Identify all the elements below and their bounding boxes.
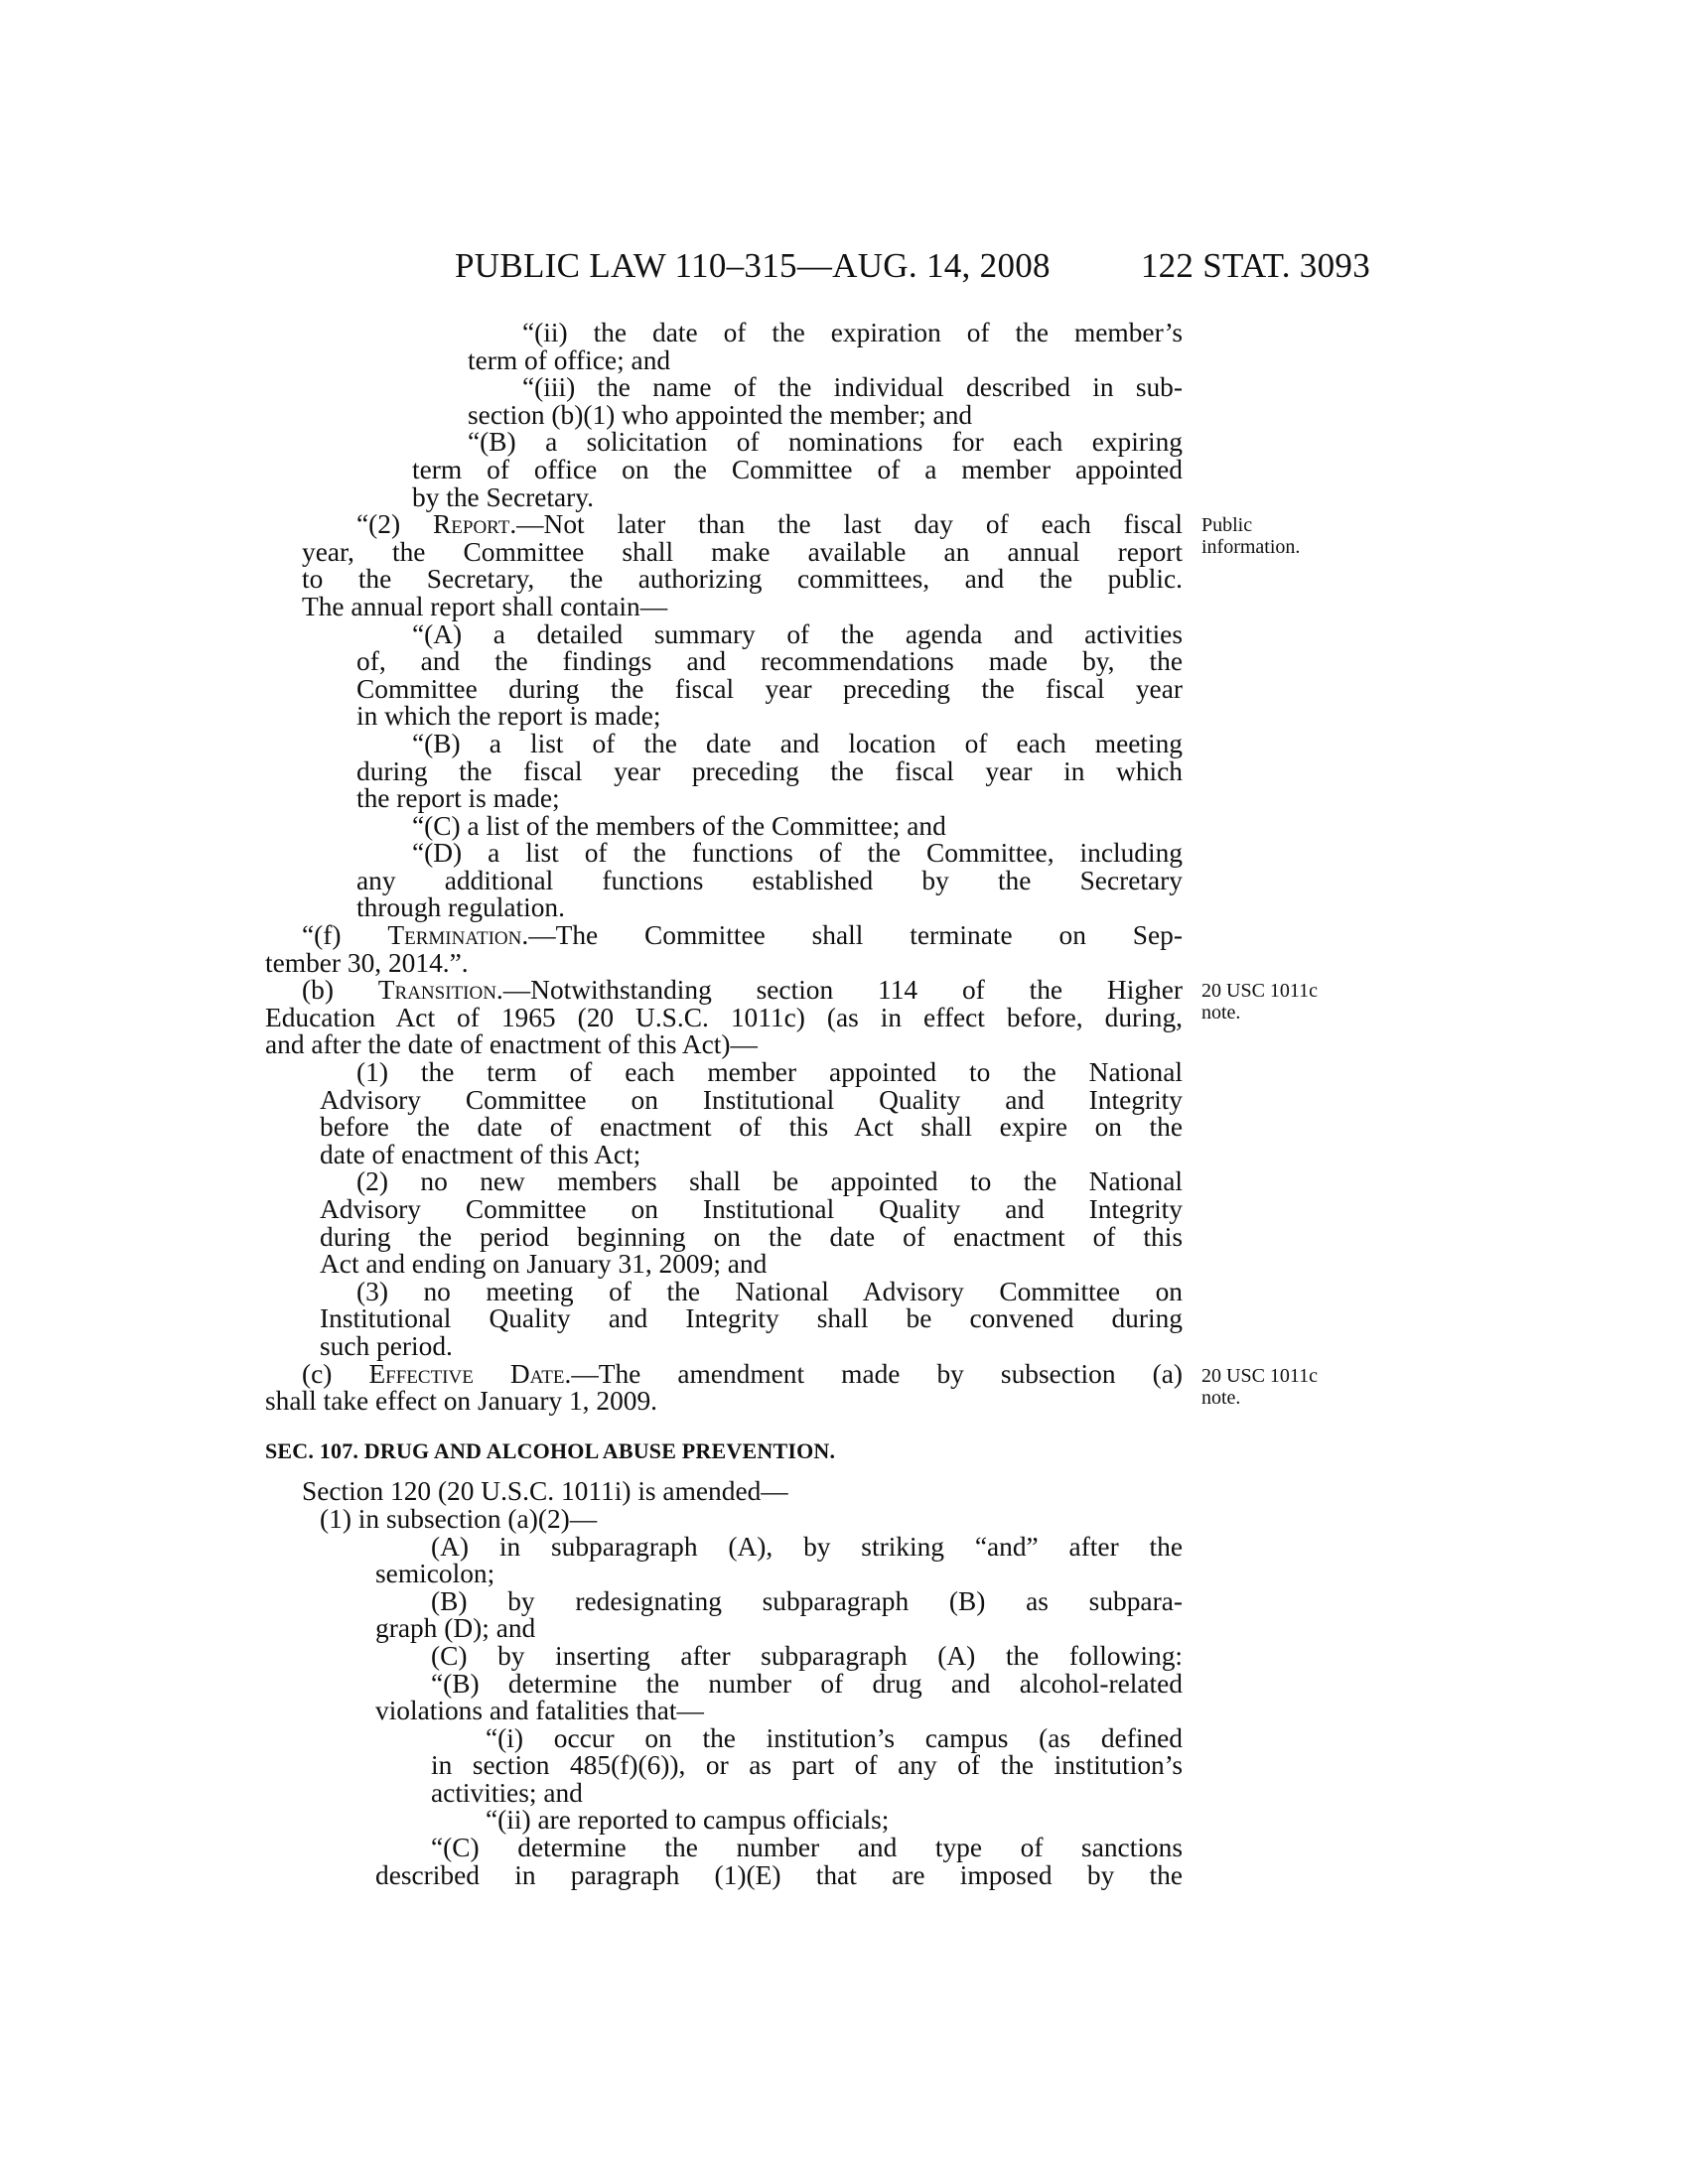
text-line: “(B) a list of the date and location of each meeting xyxy=(412,728,1183,758)
text-line: during the fiscal year preceding the fiscal year in which xyxy=(356,755,1183,786)
statute-body xyxy=(265,318,1183,1890)
text-line: any additional functions established by the Secretary xyxy=(356,865,1183,895)
text-line: section (b)(1) who appointed the member; and xyxy=(468,399,973,430)
text-line: “(ii) the date of the expiration of the member’s xyxy=(522,318,1183,347)
text-line: year, the Committee shall make available an annual report xyxy=(302,536,1183,567)
text-line: described in paragraph (1)(E) that are imposed by the xyxy=(375,1859,1183,1890)
text-line: graph (D); and xyxy=(375,1613,536,1644)
text-line: “(A) a detailed summary of the agenda and activities xyxy=(412,618,1183,649)
text-line: semicolon; xyxy=(375,1559,495,1589)
margin-note-public-information: Public information. xyxy=(1201,514,1301,558)
text-line: term of office; and xyxy=(468,344,671,375)
text-line: Institutional Quality and Integrity shall be convened during xyxy=(320,1303,1183,1334)
text-line: “(B) determine the number of drug and alcohol-related xyxy=(431,1668,1183,1699)
text-line: in which the report is made; xyxy=(356,701,661,732)
text-line: of, and the findings and recommendations made by, the xyxy=(356,646,1183,677)
text-line: by the Secretary. xyxy=(412,481,595,512)
text-line: “(D) a list of the functions of the Committee, including xyxy=(412,838,1183,869)
margin-note-usc-1: 20 USC 1011c note. xyxy=(1201,980,1319,1024)
text-line: tember 30, 2014.”. xyxy=(265,947,469,978)
text-line: (b) Transition.—Notwithstanding section 114 of the Higher xyxy=(302,975,1183,1006)
text-line: Section 120 (20 U.S.C. 1011i) is amended— xyxy=(302,1476,788,1507)
text-line: during the period beginning on the date of enactment of this xyxy=(320,1221,1183,1252)
text-line: through regulation. xyxy=(356,892,565,923)
text-line: (1) in subsection (a)(2)— xyxy=(320,1503,598,1534)
text-line: “(iii) the name of the individual described in sub- xyxy=(522,372,1183,403)
text-line: activities; and xyxy=(431,1777,583,1808)
text-line: Committee during the fiscal year preceding the fiscal year xyxy=(356,673,1183,704)
text-line: such period. xyxy=(320,1330,453,1361)
running-header-stat-page: 122 STAT. 3093 xyxy=(1140,246,1370,285)
text-line: term of office on the Committee of a member appointed xyxy=(412,454,1183,484)
text-line: “(2) Report.—Not later than the last day of each fiscal xyxy=(356,509,1183,540)
text-line: violations and fatalities that— xyxy=(375,1696,704,1726)
text-line: before the date of enactment of this Act shall expire on the xyxy=(320,1112,1183,1143)
text-line: (1) the term of each member appointed to the National xyxy=(356,1057,1183,1088)
text-line: the report is made; xyxy=(356,783,560,814)
text-line: (B) by redesignating subparagraph (B) as subpara- xyxy=(431,1585,1183,1616)
text-line: (A) in subparagraph (A), by striking “and” after the xyxy=(431,1531,1183,1562)
text-line: shall take effect on January 1, 2009. xyxy=(265,1386,658,1417)
text-line: date of enactment of this Act; xyxy=(320,1139,641,1169)
text-line: The annual report shall contain— xyxy=(302,591,668,621)
margin-note-usc-2: 20 USC 1011c note. xyxy=(1201,1365,1319,1409)
text-line: Advisory Committee on Institutional Quality and Integrity xyxy=(320,1084,1183,1115)
subsection-heading-transition: Transition xyxy=(377,975,496,1006)
text-line: “(ii) are reported to campus officials; xyxy=(486,1805,890,1836)
text-line: “(i) occur on the institution’s campus (as defined xyxy=(486,1722,1183,1753)
text-line: Education Act of 1965 (20 U.S.C. 1011c) (as in effect before, during, xyxy=(265,1002,1183,1032)
text-line: “(C) determine the number and type of sanctions xyxy=(431,1833,1183,1863)
text-line: Act and ending on January 31, 2009; and xyxy=(320,1249,768,1280)
text-line: and after the date of enactment of this Act)— xyxy=(265,1029,758,1060)
text-line: in section 485(f)(6)), or as part of any of the institution’s xyxy=(431,1750,1183,1781)
subsection-heading-effective-date: Effective Date xyxy=(368,1358,565,1389)
text-line: (3) no meeting of the National Advisory Committee on xyxy=(356,1276,1183,1306)
subsection-heading-termination: Termination xyxy=(387,920,522,951)
text-line: to the Secretary, the authorizing committees, and the public. xyxy=(302,564,1183,595)
text-line: (c) Effective Date.—The amendment made by subsection (a) xyxy=(302,1358,1183,1389)
text-line: “(f) Termination.—The Committee shall terminate on Sep- xyxy=(302,920,1183,951)
text-line: “(B) a solicitation of nominations for each expiring xyxy=(468,427,1183,458)
running-header-law: PUBLIC LAW 110–315—AUG. 14, 2008 xyxy=(455,246,1051,285)
text-line: (2) no new members shall be appointed to the National xyxy=(356,1166,1183,1197)
section-heading: SEC. 107. DRUG AND ALCOHOL ABUSE PREVENTION. xyxy=(265,1437,836,1463)
text-line: Advisory Committee on Institutional Quality and Integrity xyxy=(320,1194,1183,1224)
text-line: (C) by inserting after subparagraph (A) the following: xyxy=(431,1640,1183,1671)
text-line: “(C) a list of the members of the Committee; and xyxy=(412,810,946,841)
paragraph-heading-report: Report xyxy=(433,509,510,540)
